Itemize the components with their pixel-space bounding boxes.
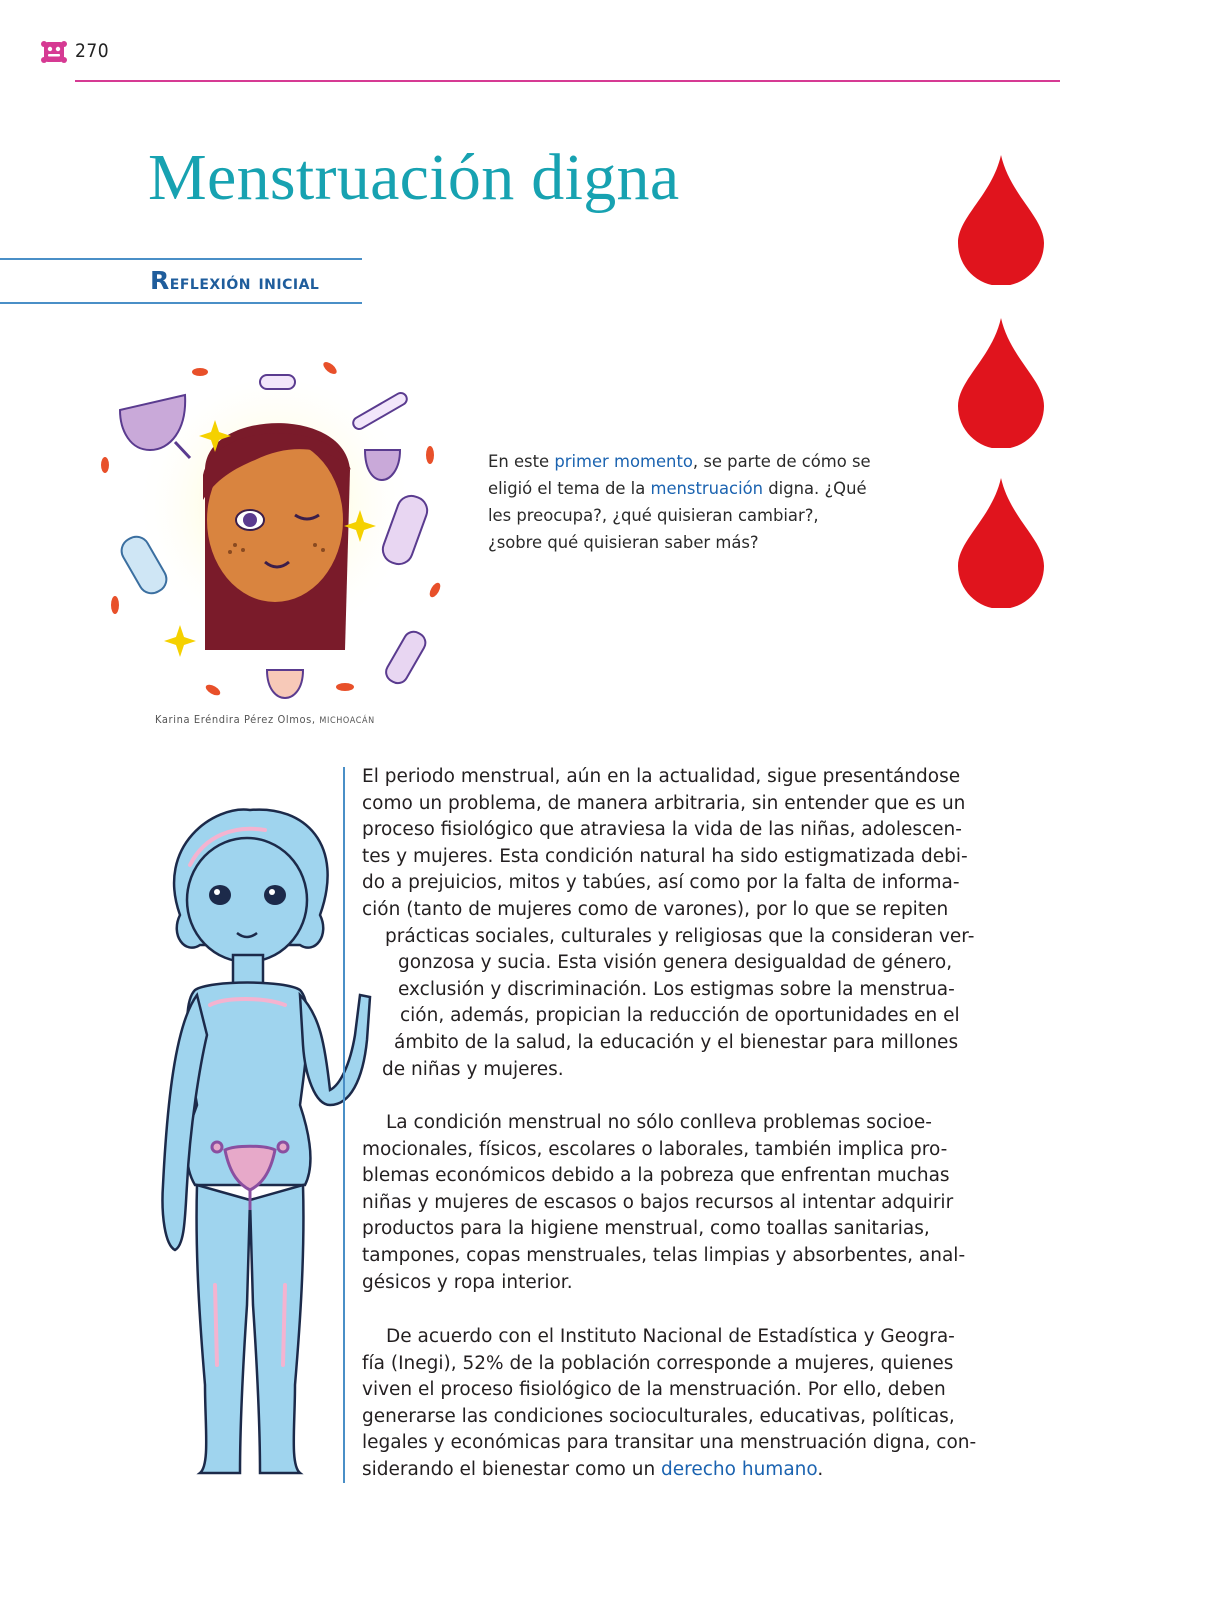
paragraph-1-line: ción, además, propician la reducción de oportunidades en el bbox=[400, 1005, 960, 1027]
intro-highlight-primer-momento: primer momento bbox=[554, 452, 693, 471]
section-heading-cap-1: R bbox=[150, 266, 170, 295]
blood-drop-icon bbox=[958, 318, 1044, 448]
blood-drop-icon bbox=[958, 478, 1044, 608]
intro-highlight-menstruacion: menstruación bbox=[650, 479, 764, 498]
paragraph-3-line: viven el proceso fisiológico de la menstruación. Por ello, deben bbox=[362, 1379, 946, 1401]
paragraph-3-line: De acuerdo con el Instituto Nacional de Estadística y Geogra- bbox=[386, 1326, 955, 1347]
paragraph-1-line: ámbito de la salud, la educación y el bienestar para millones bbox=[394, 1031, 959, 1053]
paragraph-3-last-text: siderando el bienestar como un bbox=[362, 1458, 662, 1480]
intro-text-2: , se parte de cómo se eligió el tema de la bbox=[488, 452, 871, 498]
paragraph-3-last-line bbox=[362, 1457, 976, 1484]
section-rule-bottom bbox=[0, 302, 362, 304]
flower-emblem-icon bbox=[40, 38, 68, 66]
paragraph-2-line: mocionales, físicos, escolares o laborales, también implica pro- bbox=[362, 1138, 948, 1160]
intro-paragraph bbox=[488, 448, 873, 556]
paragraph-2-line: gésicos y ropa interior. bbox=[362, 1271, 573, 1293]
paragraph-1-line: El periodo menstrual, aún en la actualidad, sigue presentándose bbox=[362, 766, 961, 787]
section-heading bbox=[150, 266, 319, 295]
intro-text-3: digna. ¿Qué les preocupa?, ¿qué quisieran cambiar?, ¿sobre qué quisieran saber más? bbox=[488, 479, 867, 552]
paragraph-2-line: blemas económicos debido a la pobreza que enfrentan muchas bbox=[362, 1165, 950, 1187]
illustration-credit bbox=[155, 713, 375, 726]
paragraph-1-line: do a prejuicios, mitos y tabúes, así como por la falta de informa- bbox=[362, 872, 960, 894]
paragraph-1-line: ción (tanto de mujeres como de varones), por lo que se repiten bbox=[362, 898, 949, 920]
paragraph-1-line: prácticas sociales, culturales y religiosas que la consideran ver- bbox=[385, 925, 975, 947]
section-heading-rest-2: inicial bbox=[258, 270, 320, 294]
body-paragraph-3 bbox=[362, 1324, 976, 1484]
page-title: Menstruación digna bbox=[148, 141, 680, 214]
paragraph-2-line: productos para la higiene menstrual, como toallas sanitarias, bbox=[362, 1218, 930, 1240]
paragraph-3-line: generarse las condiciones socioculturales, educativas, políticas, bbox=[362, 1405, 955, 1427]
intro-text-1: En este bbox=[488, 452, 555, 471]
paragraph-2-line: La condición menstrual no sólo conlleva problemas socioe- bbox=[386, 1112, 932, 1133]
paragraph-1-line: exclusión y discriminación. Los estigmas sobre la menstrua- bbox=[398, 978, 955, 1000]
section-heading-rest-1: eflexión bbox=[169, 270, 251, 294]
paragraph-1-line: de niñas y mujeres. bbox=[382, 1058, 564, 1080]
page-number: 270 bbox=[75, 40, 110, 62]
paragraph-1-line: como un problema, de manera arbitraria, sin entender que es un bbox=[362, 792, 966, 814]
derecho-humano-link: derecho humano bbox=[661, 1458, 818, 1480]
paragraph-3-last-period: . bbox=[817, 1458, 824, 1480]
body-paragraph-1 bbox=[362, 764, 974, 1083]
credit-name: Karina Eréndira Pérez Olmos, bbox=[155, 713, 320, 726]
winking-girl-with-menstrual-products-icon bbox=[95, 350, 455, 710]
blood-drop-icon bbox=[958, 155, 1044, 285]
paragraph-3-line: fía (Inegi), 52% de la población corresponde a mujeres, quienes bbox=[362, 1352, 954, 1374]
section-rule-top bbox=[0, 258, 362, 260]
paragraph-2-line: niñas y mujeres de escasos o bajos recursos al intentar adquirir bbox=[362, 1191, 954, 1213]
blue-body-with-uterus-icon bbox=[155, 805, 385, 1485]
paragraph-2-line: tampones, copas menstruales, telas limpias y absorbentes, anal- bbox=[362, 1244, 966, 1266]
paragraph-1-line: proceso fisiológico que atraviesa la vida de las niñas, adolescen- bbox=[362, 819, 962, 841]
paragraph-1-line: tes y mujeres. Esta condición natural ha sido estigmatizada debi- bbox=[362, 845, 968, 867]
body-paragraph-2 bbox=[362, 1110, 965, 1296]
header-rule bbox=[75, 80, 1060, 82]
vertical-rule bbox=[343, 767, 345, 1483]
paragraph-3-line: legales y económicas para transitar una menstruación digna, con- bbox=[362, 1432, 977, 1454]
paragraph-1-line: gonzosa y sucia. Esta visión genera desigualdad de género, bbox=[398, 952, 953, 974]
credit-place: MICHOACÁN bbox=[319, 716, 375, 726]
